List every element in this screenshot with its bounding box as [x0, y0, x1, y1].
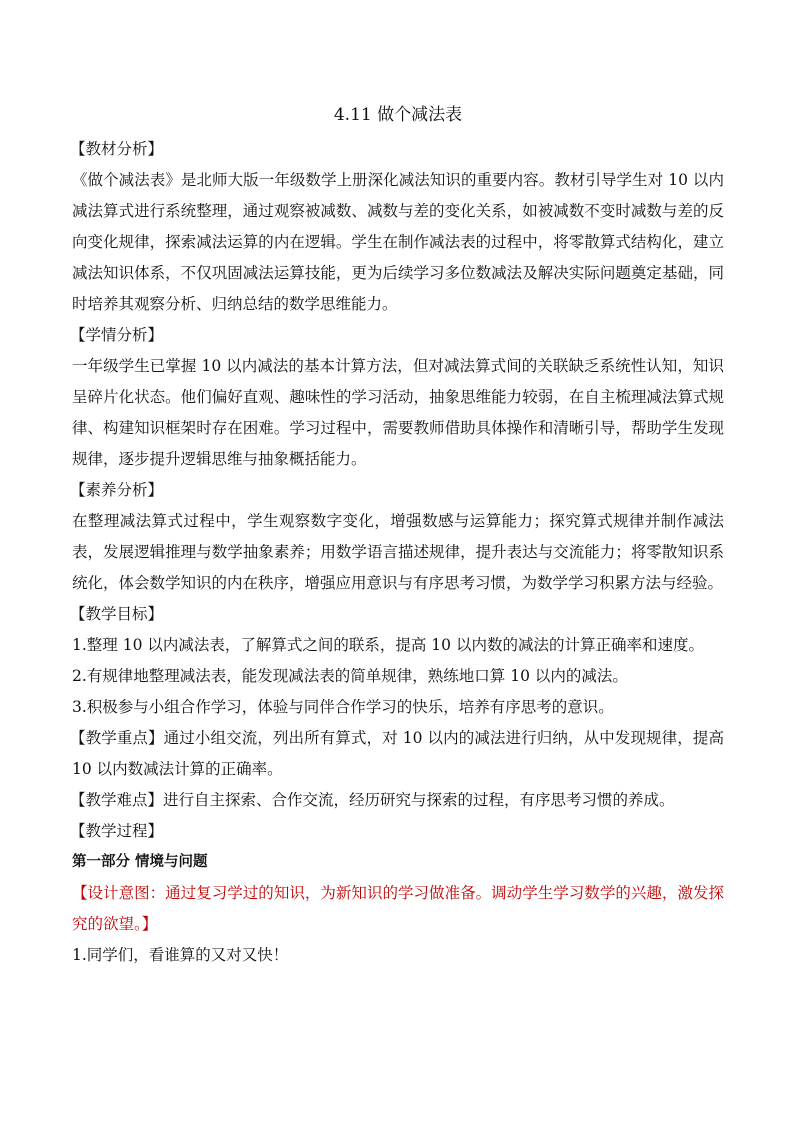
section-heading-process: 【教学过程】: [70, 822, 164, 840]
section-text-key-point: 通过小组交流，列出所有算式，对 10 以内的减法进行归纳，从中发现规律，提高 10 以内数减法计算的正确率。: [72, 729, 724, 778]
design-intent: 【设计意图：通过复习学过的知识，为新知识的学习做准备。调动学生学习数学的兴趣，激发探究的欲望。】: [72, 884, 724, 933]
part1-title: 第一部分 情境与问题: [72, 854, 208, 870]
section-heading-key-point: 【教学重点】: [70, 729, 164, 747]
section-heading-goals: 【教学目标】: [70, 605, 164, 623]
difficulty-block: [72, 785, 724, 816]
document-page: [72, 100, 724, 971]
section-text-difficulty: 进行自主探索、合作交流，经历研究与探索的过程，有序思考习惯的养成。: [163, 791, 675, 809]
section-heading-material: 【教材分析】: [70, 140, 164, 158]
section-heading-literacy: 【素养分析】: [70, 481, 164, 499]
goal-item-1: 1.整理 10 以内减法表，了解算式之间的联系，提高 10 以内数的减法的计算正确率和速度。: [72, 636, 704, 654]
section-text-material: 《做个减法表》是北师大版一年级数学上册深化减法知识的重要内容。教材引导学生对 10 以内减法算式进行系统整理，通过观察被减数、减数与差的变化关系，如被减数不变时减数与差的反向变化规律，探索减法运算的内在逻辑。学生在制作减法表的过程中，将零散算式结构化，建立减法知识体系，不仅巩固减法运算技能，更为后续学习多位数减法及解决实际问题奠定基础，同时培养其观察分析、归纳总结的数学思维能力。: [72, 171, 724, 313]
section-heading-difficulty: 【教学难点】: [70, 791, 164, 809]
document-title: 4.11 做个减法表: [333, 105, 463, 125]
section-text-students: 一年级学生已掌握 10 以内减法的基本计算方法，但对减法算式间的关联缺乏系统性认知，知识呈碎片化状态。他们偏好直观、趣味性的学习活动，抽象思维能力较弱，在自主梳理减法算式规律、构建知识框架时存在困难。学习过程中，需要教师借助具体操作和清晰引导，帮助学生发现规律，逐步提升逻辑思维与抽象概括能力。: [72, 357, 724, 468]
section-heading-students: 【学情分析】: [70, 326, 164, 344]
goal-item-3: 3.积极参与小组合作学习，体验与同伴合作学习的快乐，培养有序思考的意识。: [72, 698, 614, 716]
process-step-1: 1.同学们，看谁算的又对又快！: [72, 946, 289, 964]
goal-item-2: 2.有规律地整理减法表，能发现减法表的简单规律，熟练地口算 10 以内的减法。: [72, 667, 628, 685]
key-point-block: [72, 723, 724, 785]
section-text-literacy: 在整理减法算式过程中，学生观察数字变化，增强数感与运算能力；探究算式规律并制作减法表，发展逻辑推理与数学抽象素养；用数学语言描述规律，提升表达与交流能力；将零散知识系统化，体会数学知识的内在秩序，增强应用意识与有序思考习惯，为数学学习积累方法与经验。: [72, 512, 724, 592]
